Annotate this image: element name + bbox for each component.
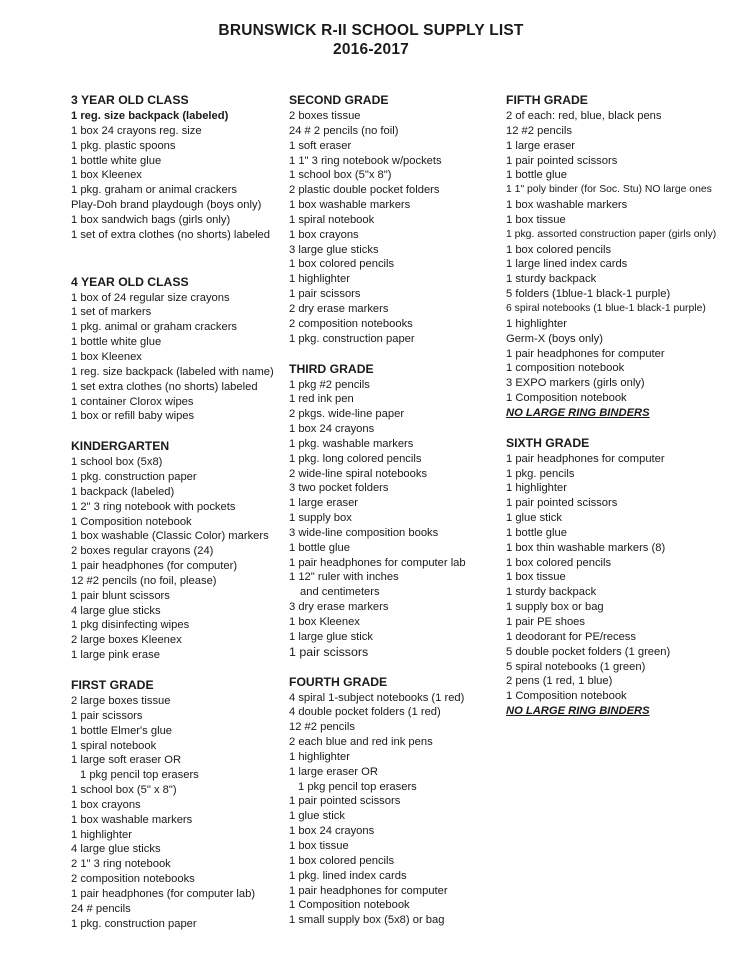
list-item: 1 large eraser [506, 139, 576, 152]
list-item: 1 box washable markers [506, 199, 628, 212]
list-item: 3 dry erase markers [289, 601, 389, 614]
list-item: 24 # pencils [71, 902, 131, 915]
list-item: 1 pkg. construction paper [289, 332, 415, 345]
list-item: 1 deodorant for PE/recess [506, 630, 636, 643]
list-item: Germ-X (boys only) [506, 332, 603, 345]
list-item: 1 box Kleenex [71, 350, 142, 363]
list-item: 3 EXPO markers (girls only) [506, 377, 645, 390]
section-heading: 4 YEAR OLD CLASS [71, 274, 189, 289]
list-item: 1 highlighter [289, 273, 350, 286]
list-item: 1 pkg. plastic spoons [71, 139, 176, 152]
list-item: 5 spiral notebooks (1 green) [506, 660, 646, 673]
list-item: 1 set of extra clothes (no shorts) labeled [71, 228, 270, 241]
list-item: 1 sturdy backpack [506, 273, 597, 286]
list-item: 2 large boxes Kleenex [71, 634, 182, 647]
list-item: 1 box or refill baby wipes [71, 410, 195, 423]
list-item: 1 pkg pencil top erasers [80, 769, 199, 782]
school-year: 2016-2017 [333, 41, 409, 58]
list-item: 1 box thin washable markers (8) [506, 541, 666, 554]
list-item: 1 Composition notebook [506, 392, 627, 405]
list-item: 1 pair scissors [71, 709, 143, 722]
list-item: Play-Doh brand playdough (boys only) [71, 199, 262, 212]
list-item: 1 pair scissors [289, 288, 361, 301]
list-item: 1 bottle Elmer's glue [71, 724, 173, 737]
list-item: 1 box Kleenex [289, 616, 360, 628]
list-item: 1 container Clorox wipes [71, 395, 194, 408]
list-item: 1 pair pointed scissors [506, 497, 618, 510]
list-item: 1 large eraser [289, 497, 359, 510]
list-item: 6 spiral notebooks (1 blue-1 black-1 purple) [506, 302, 706, 314]
list-item: 1 pair headphones (for computer lab) [71, 887, 256, 900]
list-item: 1 glue stick [289, 810, 345, 823]
section-heading: KINDERGARTEN [71, 439, 170, 454]
list-item: 1 pkg. construction paper [71, 471, 197, 484]
section-heading: FIFTH GRADE [506, 93, 588, 107]
list-item: 1 set of markers [71, 306, 152, 319]
section-third-grade [289, 361, 501, 660]
list-item: 1 pair headphones for computer [506, 452, 665, 465]
list-item: 3 wide-line composition books [289, 526, 439, 539]
list-item: 1 supply box or bag [506, 601, 604, 614]
list-item: 1 box tissue [506, 571, 566, 584]
list-item: 1 box colored pencils [506, 243, 612, 256]
section-second-grade [289, 92, 501, 347]
section-heading: THIRD GRADE [289, 361, 374, 376]
list-item: 1 spiral notebook [71, 739, 157, 752]
list-item: 3 two pocket folders [289, 482, 389, 495]
list-item: 2 composition notebooks [289, 317, 413, 330]
list-item: 1 pkg. graham or animal crackers [71, 184, 238, 197]
list-item: 1 bottle white glue [71, 154, 162, 167]
list-item: 1 pair blunt scissors [71, 589, 170, 602]
list-item: 1 pair headphones (for computer) [71, 560, 238, 573]
list-item: 1 box washable markers [289, 199, 411, 212]
list-item: and centimeters [300, 586, 380, 599]
section-kindergarten [71, 438, 281, 663]
list-item: 1 school box (5"x 8") [289, 169, 392, 182]
list-item: 1 sturdy backpack [506, 586, 597, 599]
list-item: 1 large lined index cards [506, 258, 628, 271]
list-item: 1 pkg disinfecting wipes [71, 619, 190, 632]
section-heading: FIRST GRADE [71, 678, 154, 692]
list-item: 1 box colored pencils [289, 258, 395, 271]
list-item: 1 pkg pencil top erasers [298, 780, 417, 793]
list-item: 1 large pink erase [71, 649, 160, 662]
list-item: 1 pair headphones for computer [289, 884, 448, 897]
list-item: 5 double pocket folders (1 green) [506, 645, 671, 658]
list-item: 2 wide-line spiral notebooks [289, 467, 428, 480]
list-item: 3 large glue sticks [289, 243, 379, 256]
list-item: 4 double pocket folders (1 red) [289, 706, 441, 719]
section-heading: SECOND GRADE [289, 93, 389, 107]
list-item: 1 highlighter [71, 828, 132, 841]
list-item: 1 small supply box (5x8) or bag [289, 914, 445, 927]
list-item: 1 glue stick [506, 512, 562, 525]
list-item: 4 large glue sticks [71, 604, 161, 617]
list-item: 24 # 2 pencils (no foil) [289, 124, 399, 137]
list-item: 1 pair headphones for computer [506, 347, 665, 360]
list-item: 12 #2 pencils [289, 721, 355, 734]
list-item: 2 large boxes tissue [71, 695, 171, 707]
list-item: 1 box colored pencils [289, 854, 395, 867]
list-item: 1 large glue stick [289, 630, 373, 643]
list-item: 1 12" ruler with inches [289, 571, 399, 584]
section-fourth-grade [289, 674, 501, 929]
list-item: 1 pair headphones for computer lab [289, 556, 466, 569]
list-item: 1 pkg. animal or graham crackers [71, 321, 238, 334]
list-item: 1 pkg #2 pencils [289, 378, 370, 391]
list-item: 2 pens (1 red, 1 blue) [506, 675, 613, 688]
list-item: NO LARGE RING BINDERS [506, 406, 650, 419]
list-item: 1 pkg. pencils [506, 467, 575, 480]
list-item: 5 folders (1blue-1 black-1 purple) [506, 288, 671, 301]
list-item: 1 1" poly binder (for Soc. Stu) NO large ones [506, 184, 712, 196]
list-item: 12 #2 pencils [506, 124, 572, 137]
column-middle [289, 92, 501, 928]
list-item: 4 large glue sticks [71, 843, 161, 856]
list-item: 1 box of 24 regular size crayons [71, 291, 230, 304]
list-item: 1 bottle glue [506, 526, 567, 539]
list-item: 1 large soft eraser OR [71, 754, 182, 767]
section-4-year-old-class [71, 274, 281, 425]
list-item: 1 pkg. long colored pencils [289, 452, 422, 465]
list-item: 2 plastic double pocket folders [289, 184, 440, 197]
list-item: 2 1" 3 ring notebook [71, 858, 171, 871]
column-right [506, 92, 732, 719]
list-item: 1 reg. size backpack (labeled with name) [71, 365, 274, 378]
list-item: 1 box 24 crayons [289, 423, 375, 436]
list-item: 1 pair pointed scissors [289, 795, 401, 808]
list-item: 1 box washable (Classic Color) markers [71, 530, 269, 543]
section-fifth-grade [506, 92, 732, 421]
list-item: 1 box 24 crayons reg. size [71, 124, 202, 137]
list-item: 1 pair PE shoes [506, 616, 585, 628]
list-item: 1 large eraser OR [289, 765, 378, 778]
list-item: 1 composition notebook [506, 362, 625, 375]
list-item: 2 boxes regular crayons (24) [71, 545, 214, 558]
list-item: 1 pkg. lined index cards [289, 869, 407, 882]
list-item: 1 highlighter [289, 750, 350, 763]
list-item: 1 highlighter [506, 317, 567, 330]
section-first-grade [71, 677, 281, 932]
list-item: 1 Composition notebook [71, 515, 192, 528]
list-item: 1 Composition notebook [506, 690, 627, 703]
list-item: 1 box washable markers [71, 813, 193, 826]
list-item: NO LARGE RING BINDERS [506, 705, 650, 718]
list-item: 1 box tissue [289, 839, 349, 852]
list-item: 2 composition notebooks [71, 873, 195, 886]
list-item: 1 pkg. washable markers [289, 437, 414, 450]
list-item: 1 box tissue [506, 213, 566, 226]
list-item: 1 box sandwich bags (girls only) [71, 213, 231, 226]
section-heading: SIXTH GRADE [506, 435, 590, 450]
list-item: 1 highlighter [506, 482, 567, 495]
list-item: 1 2" 3 ring notebook with pockets [71, 500, 236, 513]
list-item: 1 supply box [289, 512, 352, 525]
list-item: 1 school box (5x8) [71, 456, 163, 469]
list-item: 1 bottle glue [506, 169, 567, 182]
list-item: 1 spiral notebook [289, 213, 375, 226]
section-sixth-grade [506, 435, 732, 719]
list-item: 1 box crayons [71, 798, 141, 811]
column-left [71, 92, 281, 932]
list-item: 12 #2 pencils (no foil, please) [71, 574, 217, 587]
list-item: 2 of each: red, blue, black pens [506, 110, 662, 122]
section-heading: FOURTH GRADE [289, 674, 388, 689]
list-item: 1 box 24 crayons [289, 825, 375, 838]
list-item: 1 bottle white glue [71, 336, 162, 349]
list-item: 1 box crayons [289, 228, 359, 241]
list-item: 4 spiral 1-subject notebooks (1 red) [289, 691, 465, 704]
list-item: 1 pkg. construction paper [71, 917, 197, 930]
list-item: 1 box colored pencils [506, 556, 612, 569]
list-item: 1 bottle glue [289, 541, 350, 554]
list-item: 2 each blue and red ink pens [289, 736, 433, 749]
list-item: 1 Composition notebook [289, 899, 410, 912]
list-item: 2 pkgs. wide-line paper [289, 408, 405, 421]
list-item: 1 box Kleenex [71, 169, 142, 182]
document-title: BRUNSWICK R-II SCHOOL SUPPLY LIST [218, 22, 524, 39]
list-item: 1 soft eraser [289, 139, 352, 152]
list-item: 1 red ink pen [289, 393, 354, 406]
section-heading: 3 YEAR OLD CLASS [71, 93, 189, 107]
list-item: 1 pair pointed scissors [506, 154, 618, 167]
list-item: 1 reg. size backpack (labeled) [71, 110, 229, 122]
list-item: 1 pkg. assorted construction paper (girls only) [506, 228, 717, 240]
list-item: 2 dry erase markers [289, 302, 389, 315]
list-item: 1 set extra clothes (no shorts) labeled [71, 380, 258, 393]
section-3-year-old-class [71, 92, 281, 243]
list-item: 1 1" 3 ring notebook w/pockets [289, 154, 442, 167]
list-item: 1 backpack (labeled) [71, 485, 175, 498]
list-item: 1 pair scissors [289, 644, 369, 659]
list-item: 1 school box (5" x 8") [71, 784, 177, 797]
list-item: 2 boxes tissue [289, 110, 361, 122]
